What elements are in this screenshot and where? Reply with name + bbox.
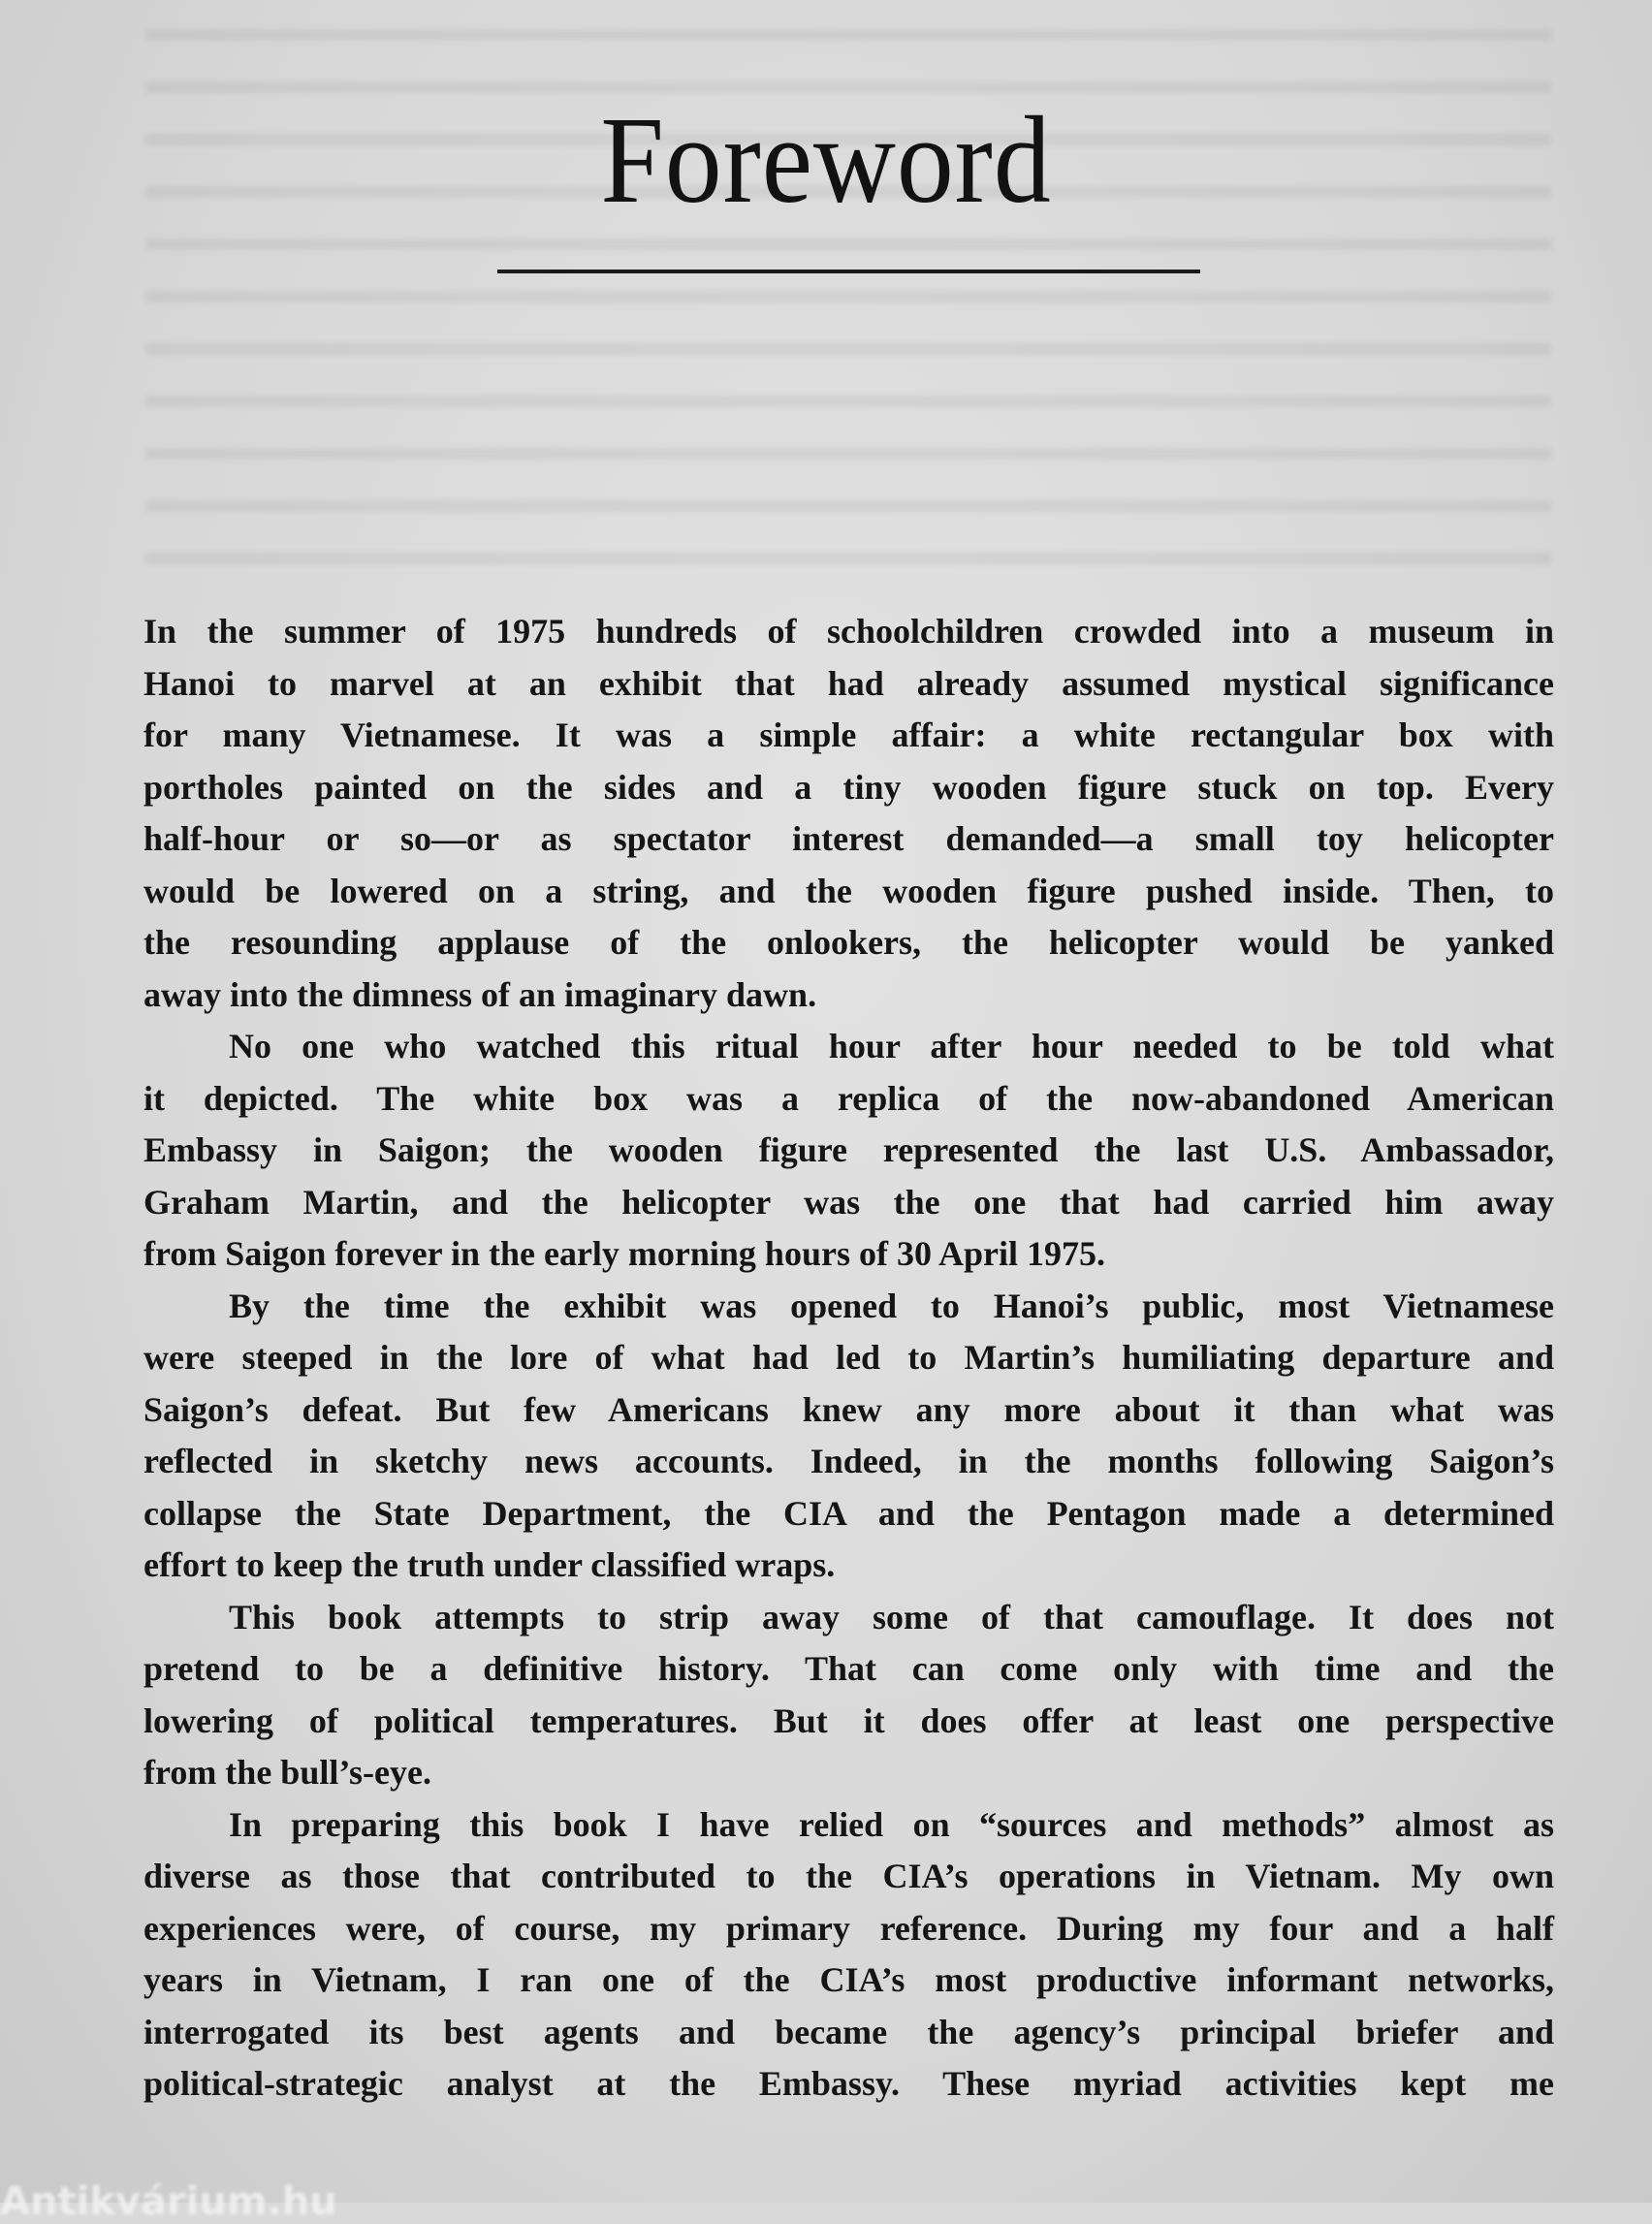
text-line: Graham Martin, and the helicopter was the one that had carried him away	[143, 1182, 1554, 1222]
text-line: experiences were, of course, my primary reference. During my four and a half	[143, 1908, 1554, 1948]
paragraph-1	[143, 606, 1554, 1021]
text-line: half-hour or so—or as spectator interest demanded—a small toy helicopter	[143, 819, 1554, 858]
text-line: from the bull’s-eye.	[143, 1753, 431, 1792]
page-title: Foreword	[600, 91, 1052, 229]
text-line: collapse the State Department, the CIA and the Pentagon made a determined	[143, 1493, 1554, 1533]
text-line: portholes painted on the sides and a tiny wooden figure stuck on top. Every	[143, 767, 1554, 807]
text-line: In the summer of 1975 hundreds of schoolchildren crowded into a museum in	[143, 612, 1554, 651]
text-line: Saigon’s defeat. But few Americans knew any more about it than what was	[143, 1389, 1554, 1429]
text-line: the resounding applause of the onlookers, the helicopter would be yanked	[143, 923, 1554, 962]
text-line: lowering of political temperatures. But it does offer at least one perspective	[143, 1700, 1554, 1740]
text-line: it depicted. The white box was a replica of the now-abandoned American	[143, 1078, 1554, 1118]
text-line: Hanoi to marvel at an exhibit that had already assumed mystical significance	[143, 663, 1554, 703]
paragraph-3	[143, 1281, 1554, 1592]
text-line: were steeped in the lore of what had led to Martin’s humiliating departure and	[143, 1338, 1554, 1377]
text-line: for many Vietnamese. It was a simple affair: a white rectangular box with	[143, 715, 1554, 754]
text-line: interrogated its best agents and became the agency’s principal briefer and	[143, 2012, 1554, 2051]
paragraph-5	[143, 1799, 1554, 2111]
paragraph-2	[143, 1021, 1554, 1281]
text-line: years in Vietnam, I ran one of the CIA’s most productive informant networks,	[143, 1960, 1554, 1999]
text-line: In preparing this book I have relied on “sources and methods” almost as	[229, 1804, 1554, 1844]
text-line: political-strategic analyst at the Embassy. These myriad activities kept me	[143, 2064, 1554, 2103]
watermark-text: Antikvárium.hu	[0, 2179, 337, 2224]
text-line: away into the dimness of an imaginary dawn.	[143, 974, 817, 1014]
text-line: No one who watched this ritual hour after hour needed to be told what	[229, 1027, 1554, 1065]
text-line: By the time the exhibit was opened to Hanoi’s public, most Vietnamese	[229, 1286, 1554, 1325]
text-line: would be lowered on a string, and the wooden figure pushed inside. Then, to	[143, 871, 1554, 910]
text-line: Embassy in Saigon; the wooden figure represented the last U.S. Ambassador,	[143, 1130, 1554, 1169]
text-line: effort to keep the truth under classified wraps.	[143, 1545, 836, 1584]
text-line: from Saigon forever in the early morning hours of 30 April 1975.	[143, 1234, 1105, 1273]
foreword-body	[143, 606, 1554, 2111]
text-line: diverse as those that contributed to the CIA’s operations in Vietnam. My own	[143, 1857, 1554, 1895]
text-line: This book attempts to strip away some of that camouflage. It does not	[229, 1597, 1554, 1636]
text-line: reflected in sketchy news accounts. Indeed, in the months following Saigon’s	[143, 1442, 1554, 1480]
text-line: pretend to be a definitive history. That can come only with time and the	[143, 1649, 1554, 1688]
title-rule-divider	[497, 270, 1200, 273]
paragraph-4	[143, 1592, 1554, 1799]
